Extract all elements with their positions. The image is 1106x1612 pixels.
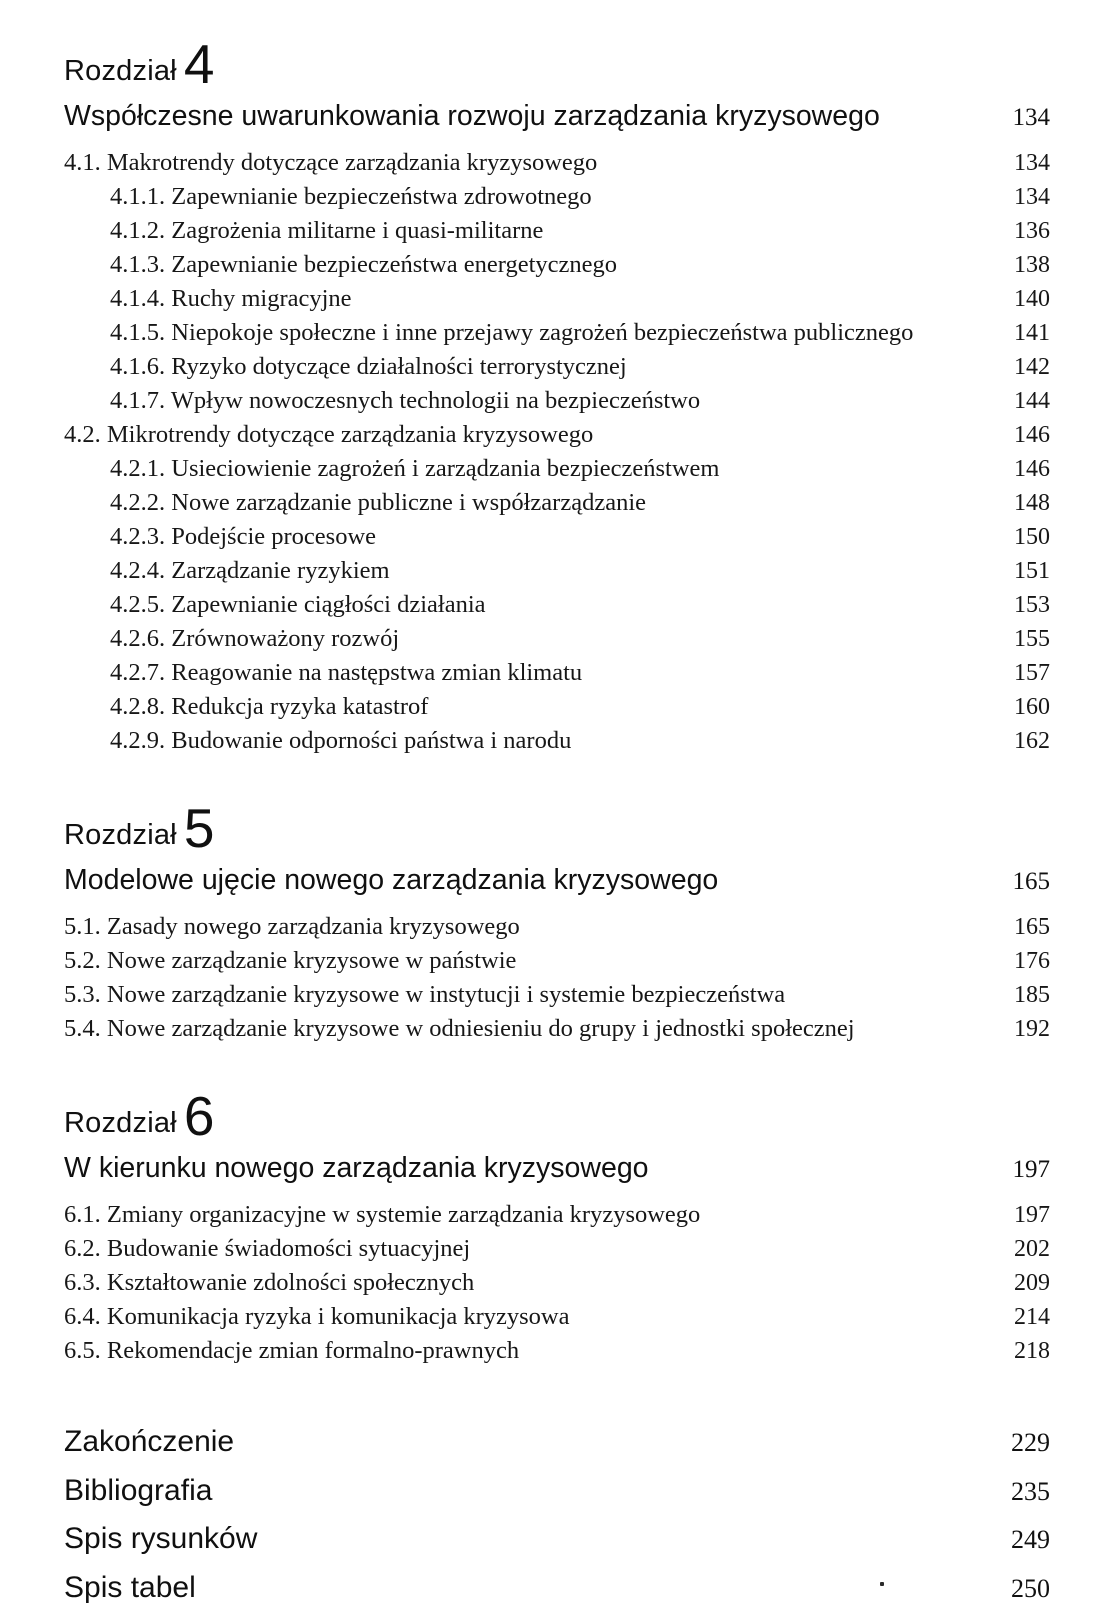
toc-entry-4-1-6 bbox=[64, 350, 1050, 384]
chapter-6-section bbox=[64, 1084, 1050, 1368]
entry-number: 4.2. bbox=[64, 421, 101, 448]
chapter-5-heading bbox=[64, 796, 1050, 854]
page-number: 136 bbox=[978, 214, 1050, 248]
page-number: 160 bbox=[978, 690, 1050, 724]
toc-entry-4-1-4 bbox=[64, 282, 1050, 316]
page-number: 140 bbox=[978, 282, 1050, 316]
entry-title: Zasady nowego zarządzania kryzysowego bbox=[107, 913, 520, 940]
entry-number: 4.2.2. bbox=[110, 489, 165, 516]
page-number: 162 bbox=[978, 724, 1050, 758]
chapter-6-title-row bbox=[64, 1148, 1050, 1190]
chapter-6-heading bbox=[64, 1084, 1050, 1142]
entry-number: 4.2.4. bbox=[110, 557, 165, 584]
entry-title: Usieciowienie zagrożeń i zarządzania bezpieczeństwem bbox=[171, 455, 719, 482]
page-number: 134 bbox=[978, 146, 1050, 180]
entry-title: Reagowanie na następstwa zmian klimatu bbox=[171, 659, 582, 686]
entry-title: Zakończenie bbox=[64, 1418, 978, 1466]
chapter-title: Współczesne uwarunkowania rozwoju zarządzania kryzysowego bbox=[64, 96, 978, 136]
toc-entry-6-4 bbox=[64, 1300, 1050, 1334]
page-number: 229 bbox=[978, 1419, 1050, 1467]
toc-entry-4-2-8 bbox=[64, 690, 1050, 724]
back-matter-section bbox=[64, 1418, 1050, 1612]
entry-title: Budowanie świadomości sytuacyjnej bbox=[107, 1235, 470, 1262]
entry-number: 6.5. bbox=[64, 1337, 101, 1364]
entry-number: 4.1. bbox=[64, 149, 101, 176]
chapter-4-title-row bbox=[64, 96, 1050, 138]
toc-entry-4-2-9 bbox=[64, 724, 1050, 758]
page-number: 141 bbox=[978, 316, 1050, 350]
toc-entry-4-2-3 bbox=[64, 520, 1050, 554]
page-number: 142 bbox=[978, 350, 1050, 384]
toc-entry-bibliografia bbox=[64, 1467, 1050, 1516]
entry-title: Ruchy migracyjne bbox=[171, 285, 351, 312]
page-number: 165 bbox=[978, 910, 1050, 944]
entry-title: Zapewnianie bezpieczeństwa zdrowotnego bbox=[171, 183, 591, 210]
entry-number: 6.3. bbox=[64, 1269, 101, 1296]
page-number: 250 bbox=[978, 1565, 1050, 1612]
page-number: 197 bbox=[978, 1198, 1050, 1232]
entry-number: 4.2.6. bbox=[110, 625, 165, 652]
toc-entry-4-2-2 bbox=[64, 486, 1050, 520]
entry-number: 4.2.7. bbox=[110, 659, 165, 686]
entry-title: Nowe zarządzanie kryzysowe w państwie bbox=[107, 947, 517, 974]
toc-entry-4-2-7 bbox=[64, 656, 1050, 690]
page-number: 155 bbox=[978, 622, 1050, 656]
entry-title: Zrównoważony rozwój bbox=[171, 625, 399, 652]
entry-number: 4.2.3. bbox=[110, 523, 165, 550]
scan-speck-artifact bbox=[880, 1582, 884, 1586]
entry-title: Nowe zarządzanie kryzysowe w instytucji i systemie bezpieczeństwa bbox=[107, 981, 785, 1008]
entry-number: 4.1.3. bbox=[110, 251, 165, 278]
entry-number: 5.1. bbox=[64, 913, 101, 940]
toc-entry-spis-rysunkow bbox=[64, 1515, 1050, 1564]
page-number: 209 bbox=[978, 1266, 1050, 1300]
entry-number: 4.1.2. bbox=[110, 217, 165, 244]
entry-title: Nowe zarządzanie kryzysowe w odniesieniu do grupy i jednostki społecznej bbox=[107, 1015, 855, 1042]
page-number: 134 bbox=[978, 180, 1050, 214]
entry-number: 4.2.8. bbox=[110, 693, 165, 720]
toc-entry-5-1 bbox=[64, 910, 1050, 944]
chapter-label: Rozdział bbox=[64, 819, 177, 852]
entry-title: Zagrożenia militarne i quasi-militarne bbox=[171, 217, 543, 244]
entry-title: Kształtowanie zdolności społecznych bbox=[107, 1269, 474, 1296]
chapter-number: 5 bbox=[184, 799, 215, 857]
page-number: 151 bbox=[978, 554, 1050, 588]
page-number: 202 bbox=[978, 1232, 1050, 1266]
chapter-4-heading bbox=[64, 32, 1050, 90]
entry-title: Zapewnianie bezpieczeństwa energetycznego bbox=[171, 251, 617, 278]
chapter-label: Rozdział bbox=[64, 55, 177, 88]
entry-number: 6.2. bbox=[64, 1235, 101, 1262]
toc-entry-5-2 bbox=[64, 944, 1050, 978]
toc-entry-4-1-3 bbox=[64, 248, 1050, 282]
page-number: 134 bbox=[978, 98, 1050, 138]
toc-entry-6-2 bbox=[64, 1232, 1050, 1266]
entry-title: Rekomendacje zmian formalno-prawnych bbox=[107, 1337, 519, 1364]
toc-entry-6-1 bbox=[64, 1198, 1050, 1232]
chapter-number: 4 bbox=[184, 35, 215, 93]
entry-number: 4.1.5. bbox=[110, 319, 165, 346]
toc-entry-spis-tabel bbox=[64, 1564, 1050, 1612]
entry-title: Podejście procesowe bbox=[171, 523, 376, 550]
entry-number: 4.1.1. bbox=[110, 183, 165, 210]
page-number: 150 bbox=[978, 520, 1050, 554]
page-number: 192 bbox=[978, 1012, 1050, 1046]
entry-title: Mikrotrendy dotyczące zarządzania kryzysowego bbox=[107, 421, 593, 448]
entry-number: 6.4. bbox=[64, 1303, 101, 1330]
toc-entry-4-1-5 bbox=[64, 316, 1050, 350]
toc-entry-4-1-2 bbox=[64, 214, 1050, 248]
page-number: 165 bbox=[978, 862, 1050, 902]
page-number: 185 bbox=[978, 978, 1050, 1012]
page-number: 235 bbox=[978, 1468, 1050, 1516]
entry-title: Budowanie odporności państwa i narodu bbox=[171, 727, 571, 754]
page-number: 148 bbox=[978, 486, 1050, 520]
entry-title: Spis rysunków bbox=[64, 1515, 978, 1563]
chapter-5-title-row bbox=[64, 860, 1050, 902]
toc-entry-4-2-1 bbox=[64, 452, 1050, 486]
entry-title: Zmiany organizacyjne w systemie zarządzania kryzysowego bbox=[107, 1201, 700, 1228]
toc-entry-4-1-1 bbox=[64, 180, 1050, 214]
toc-entry-4-2-4 bbox=[64, 554, 1050, 588]
page-number: 157 bbox=[978, 656, 1050, 690]
entry-number: 4.2.9. bbox=[110, 727, 165, 754]
page-number: 138 bbox=[978, 248, 1050, 282]
entry-title: Wpływ nowoczesnych technologii na bezpieczeństwo bbox=[171, 387, 700, 414]
toc-entry-6-3 bbox=[64, 1266, 1050, 1300]
entry-title: Zapewnianie ciągłości działania bbox=[171, 591, 485, 618]
entry-title: Komunikacja ryzyka i komunikacja kryzysowa bbox=[107, 1303, 570, 1330]
entry-title: Bibliografia bbox=[64, 1467, 978, 1515]
toc-entry-5-4 bbox=[64, 1012, 1050, 1046]
page-number: 197 bbox=[978, 1150, 1050, 1190]
chapter-5-section bbox=[64, 796, 1050, 1046]
toc-entry-4-2-6 bbox=[64, 622, 1050, 656]
page-number: 153 bbox=[978, 588, 1050, 622]
entry-title: Spis tabel bbox=[64, 1564, 978, 1612]
entry-number: 4.1.4. bbox=[110, 285, 165, 312]
entry-number: 5.2. bbox=[64, 947, 101, 974]
toc-entry-4-2 bbox=[64, 418, 1050, 452]
toc-entry-6-5 bbox=[64, 1334, 1050, 1368]
entry-title: Nowe zarządzanie publiczne i współzarządzanie bbox=[171, 489, 646, 516]
toc-entry-4-1-7 bbox=[64, 384, 1050, 418]
chapter-4-section bbox=[64, 32, 1050, 758]
page-number: 218 bbox=[978, 1334, 1050, 1368]
entry-title: Niepokoje społeczne i inne przejawy zagrożeń bezpieczeństwa publicznego bbox=[171, 319, 913, 346]
page-number: 214 bbox=[978, 1300, 1050, 1334]
page-number: 146 bbox=[978, 452, 1050, 486]
entry-number: 6.1. bbox=[64, 1201, 101, 1228]
entry-title: Zarządzanie ryzykiem bbox=[171, 557, 389, 584]
toc-entry-zakonczenie bbox=[64, 1418, 1050, 1467]
page-number: 249 bbox=[978, 1516, 1050, 1564]
entry-number: 5.3. bbox=[64, 981, 101, 1008]
chapter-label: Rozdział bbox=[64, 1107, 177, 1140]
chapter-title: Modelowe ujęcie nowego zarządzania kryzysowego bbox=[64, 860, 978, 900]
page-number: 146 bbox=[978, 418, 1050, 452]
entry-number: 5.4. bbox=[64, 1015, 101, 1042]
page-number: 176 bbox=[978, 944, 1050, 978]
entry-title: Makrotrendy dotyczące zarządzania kryzysowego bbox=[107, 149, 597, 176]
entry-number: 4.2.1. bbox=[110, 455, 165, 482]
toc-entry-4-2-5 bbox=[64, 588, 1050, 622]
toc-entry-5-3 bbox=[64, 978, 1050, 1012]
entry-number: 4.2.5. bbox=[110, 591, 165, 618]
chapter-title: W kierunku nowego zarządzania kryzysowego bbox=[64, 1148, 978, 1188]
entry-title: Ryzyko dotyczące działalności terrorystycznej bbox=[171, 353, 626, 380]
entry-title: Redukcja ryzyka katastrof bbox=[171, 693, 428, 720]
chapter-number: 6 bbox=[184, 1087, 215, 1145]
entry-number: 4.1.6. bbox=[110, 353, 165, 380]
toc-entry-4-1 bbox=[64, 146, 1050, 180]
entry-number: 4.1.7. bbox=[110, 387, 165, 414]
page-number: 144 bbox=[978, 384, 1050, 418]
